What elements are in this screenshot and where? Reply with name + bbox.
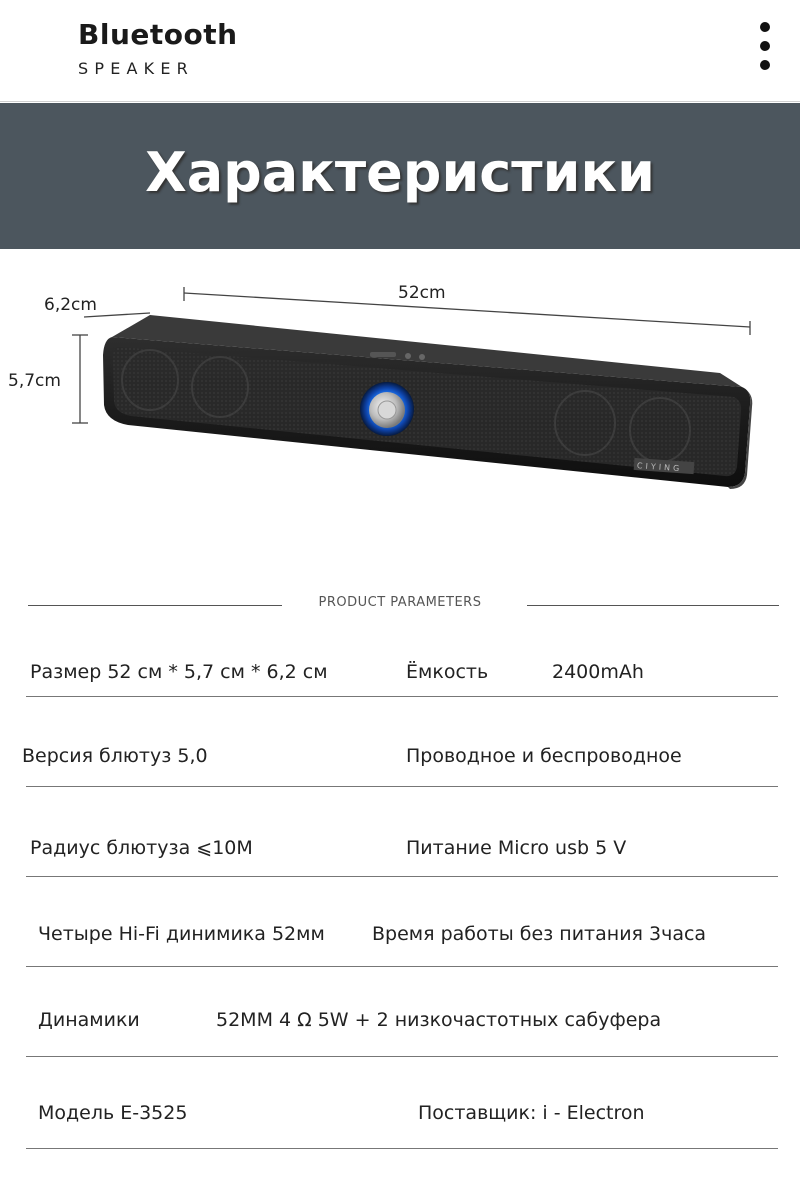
param-model: Модель E-3525 (38, 1102, 188, 1124)
dimension-depth: 6,2cm (44, 295, 97, 315)
row-divider (26, 786, 778, 787)
product-figure (0, 255, 800, 555)
param-capacity-label: Ёмкость (406, 661, 489, 683)
param-speakers-label: Динамики (38, 1009, 140, 1031)
param-connection-type: Проводное и беспроводное (406, 745, 682, 767)
param-bluetooth-version: Версия блютуз 5,0 (22, 745, 208, 767)
more-vertical-icon[interactable] (750, 20, 780, 72)
row-divider (26, 1056, 778, 1057)
section-title-line-right (527, 605, 779, 606)
banner-title: Характеристики (145, 141, 655, 204)
param-supplier: Поставщик: i - Electron (418, 1102, 645, 1124)
param-capacity-value: 2400mAh (552, 661, 644, 683)
dimension-line-height (72, 335, 88, 423)
speaker-illustration (0, 255, 800, 555)
row-divider (26, 876, 778, 877)
section-title-line-left (28, 605, 282, 606)
param-speakers-value: 52MM 4 Ω 5W + 2 низкочастотных сабуфера (216, 1009, 662, 1031)
param-size: Размер 52 см * 5,7 см * 6,2 см (30, 661, 328, 683)
section-banner (0, 103, 800, 249)
section-title: PRODUCT PARAMETERS (318, 595, 482, 610)
param-drivers: Четыре Hi-Fi динимика 52мм (38, 923, 325, 945)
dimension-line-depth (84, 313, 150, 317)
brand-subtitle: SPEAKER (78, 59, 194, 78)
dimension-length: 52cm (398, 283, 446, 303)
speaker-brand-label: CIYING (636, 461, 683, 474)
page-header (0, 0, 800, 103)
row-divider (26, 966, 778, 967)
param-bluetooth-range: Радиус блютуза ⩽10M (30, 837, 253, 859)
brand-title: Bluetooth (78, 18, 238, 51)
param-power: Питание Micro usb 5 V (406, 837, 627, 859)
header-divider (0, 101, 800, 102)
row-divider (26, 696, 778, 697)
dimension-height: 5,7cm (8, 371, 61, 391)
param-battery-time: Время работы без питания 3часа (372, 923, 707, 945)
row-divider (26, 1148, 778, 1149)
